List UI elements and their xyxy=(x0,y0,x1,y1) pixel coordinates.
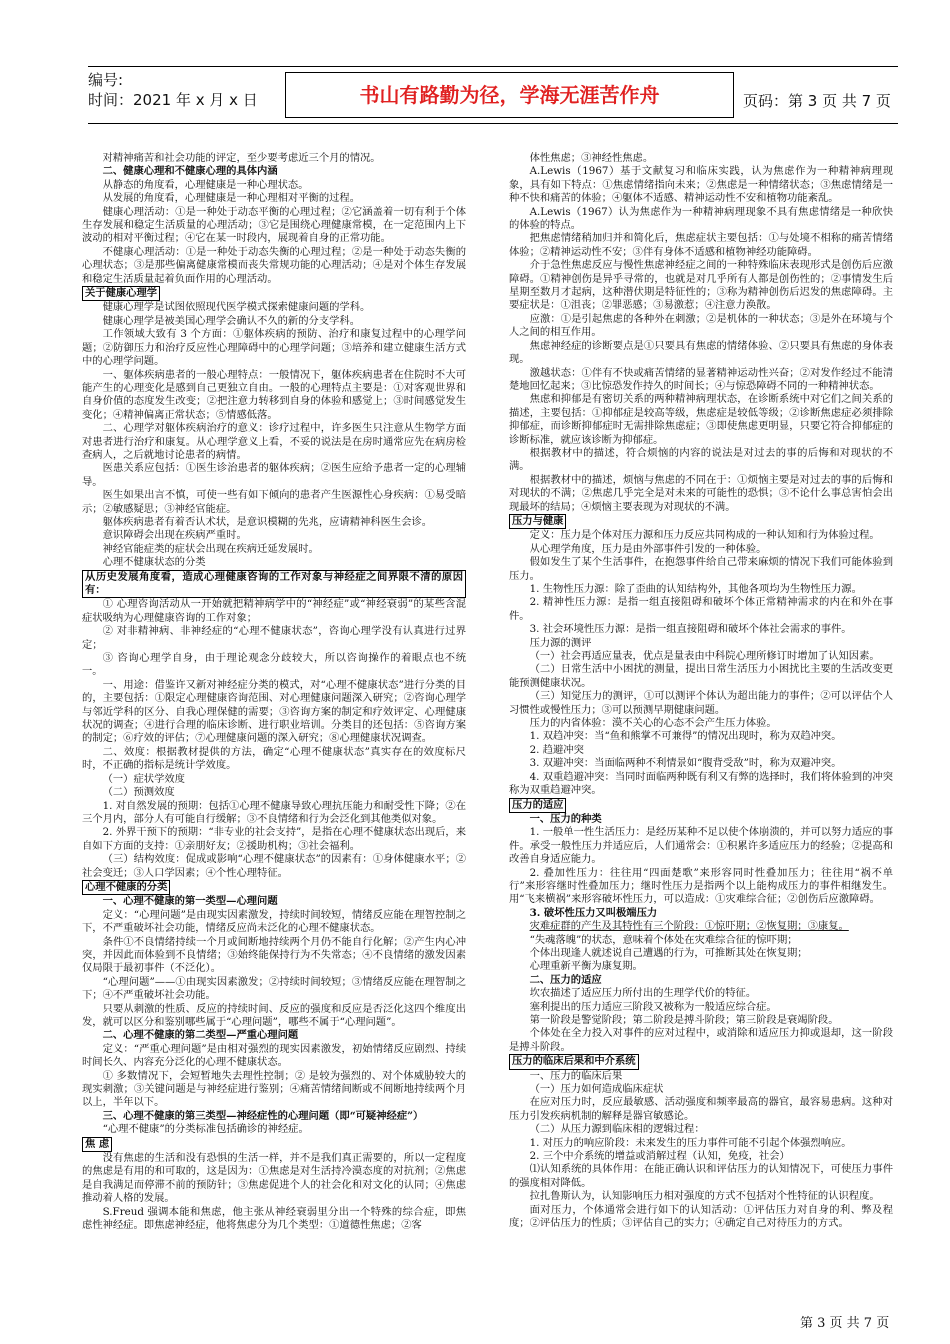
page-footer: 第 3 页 共 7 页 xyxy=(800,1316,890,1331)
left-paragraph: 一、心理不健康的第一类型—心理问题 xyxy=(102,895,278,908)
left-paragraph: （三）结构效度：促成或影响“心理不健康状态”的因素有：①身体健康水平；②社会变迁；③人口学因素；④个性心理特征。 xyxy=(82,853,466,879)
left-paragraph: “心理问题”——①由现实因素激发；②持续时间较短；③情绪反应能在理智制之下；④不严重破坏社会功能。 xyxy=(82,975,466,1002)
left-paragraph: ① 多数情况下，会短暂地失去理性控制；② 是较为强烈的、对个体威胁较大的现实刺激；③关键问题是与神经症进行鉴别；④痛苦情绪间断或不间断地持续两个月以上，半年以下。 xyxy=(82,1069,466,1109)
right-paragraph: （二）从压力源到临床相的逻辑过程： xyxy=(529,1123,705,1136)
left-paragraph: 医患关系应包括：①医生诊治患者的躯体疾病；②医生应给予患者一定的心理辅导。 xyxy=(82,462,466,488)
left-paragraph: “心理不健康”的分类标准包括确诊的神经症。 xyxy=(102,1123,309,1136)
right-paragraph: （二）日常生活中小困扰的测量，提出日常生活压力小困扰比主要的生活改变更能预测健康状况。 xyxy=(509,663,893,689)
left-paragraph: 医生如果出言不慎，可使一些有如下倾向的患者产生医源性心身疾病：①易受暗示；②敏感疑思；③神经官能症。 xyxy=(82,489,466,515)
left-paragraph: 定义：“严重心理问题”是由相对强烈的现实因素激发，初始情绪反应剧烈、持续时间长久、内容充分泛化的心理不健康状态。 xyxy=(82,1042,466,1069)
right-paragraph: 把焦虑情绪稍加归并和简化后，焦虑症状主要包括：①与处境不相称的痛苦情绪体验；②精神运动性不安；③伴有身体不适感和植物神经功能障碍。 xyxy=(509,232,893,258)
left-paragraph: 二、心理学对躯体疾病治疗的意义：诊疗过程中，许多医生只注意从生物学方面对患者进行治疗和康复。从心理学意义上看，不妥的说法是在房时通常应先在病房检查病人，之后就地讨论患者的病情。 xyxy=(82,422,466,461)
right-paragraph: 1. 双趋冲突：当“鱼和熊掌不可兼得”的情况出现时，称为双趋冲突。 xyxy=(529,730,842,743)
right-paragraph: 激越状态：①伴有不快或痛苦情绪的显著精神运动性兴奋；②对发作经过不能清楚地回忆起来；③比惊恐发作持久的时间长；④与惊恐障碍不同的一种精神状态。 xyxy=(509,366,893,392)
left-paragraph: 2. 外界干预下的预期：“非专业的社会支持”，是指在心理不健康状态出现后，来自如下方面的支持：①亲朋好友；②援助机构；③社会福利。 xyxy=(82,826,466,852)
right-paragraph: 介于急性焦虑反应与慢性焦虑神经症之间的一种特殊临床表现形式是创伤后应激障碍。①精神创伤是异乎寻常的，也就是对几乎所有人都是创伤性的；②事情发生后星期至数月才起病，这种潜伏期是特征性的；③称为精神创伤后迟发的焦虑障碍。主要症状是：①沮丧；②罪恶感；③易激惹；④注意力涣散。 xyxy=(509,259,893,312)
right-paragraph: （一）压力如何造成临床症状 xyxy=(529,1083,664,1096)
right-paragraph: 压力的内省体验：漠不关心的心态不会产生压力体验。 xyxy=(529,717,777,730)
right-paragraph: 假如发生了某个生活事件，在抱怨事件给自己带来麻烦的情况下我们可能体验到压力。 xyxy=(509,556,893,582)
left-paragraph: 工作领域大致有 3 个方面：①躯体疾病的预防、治疗和康复过程中的心理学问题；②防御压力和治疗反应性心理障碍中的心理学问题；③培养和建立健康生活方式中的心理学问题。 xyxy=(82,328,466,368)
section-heading: 压力的适应 xyxy=(509,798,566,813)
right-column xyxy=(509,152,893,1292)
right-paragraph: 一、压力的临床后果 xyxy=(529,1069,623,1082)
header-meta xyxy=(88,70,283,110)
left-paragraph: S.Freud 强调本能和焦虑，他主张从神经衰弱里分出一个特殊的综合症，即焦虑性神经症。即焦虑神经症，他将焦虑分为几个类型：①道德性焦虑；②客 xyxy=(82,1205,466,1232)
right-paragraph: 个体出现逢人就述说自己遭遇的行为，可推断其处在恢复期； xyxy=(529,946,808,959)
header-bottom-rule xyxy=(88,123,898,124)
right-paragraph: 3. 破坏性压力又叫极端压力 xyxy=(529,906,658,919)
right-paragraph: （三）知觉压力的测评，①可以测评个体认为超出能力的事件；②可以评估个人习惯性或慢性压力；③可以预测早期健康问题。 xyxy=(509,690,893,716)
serial-label: 编号: xyxy=(88,71,124,89)
right-paragraph: “失魂落魄”的状态，意味着个体处在灾难综合征的惊吓期； xyxy=(529,933,798,946)
section-heading: 关于健康心理学 xyxy=(82,286,160,301)
right-paragraph: 心理重新平衡为康复期。 xyxy=(529,960,643,973)
left-paragraph: 神经官能症类的症状会出现在疾病迁延发展时。 xyxy=(102,542,319,555)
right-paragraph: 2. 三个中介系统的增益或消解过程（认知，免疫，社会） xyxy=(529,1150,790,1163)
right-paragraph: 压力源的测评 xyxy=(529,636,592,649)
right-paragraph: ⑴认知系统的具体作用：在能正确认识和评估压力的认知情况下，可使压力事件的强度相对降低。 xyxy=(509,1163,893,1189)
right-paragraph: A.Lewis（1967）基于文献复习和临床实践，认为焦虑作为一种精神病理现象，具有如下特点：①焦虑情绪指向未来；②焦虑是一种情绪状态；③焦虑情绪是一种不快和痛苦的体验；④躯体不适感、精神运动性不安和植物功能紊乱。 xyxy=(509,165,893,205)
right-paragraph: 2. 精神性压力源：是指一组直接阻碍和破坏个体正常精神需求的内在和外在事件。 xyxy=(509,596,893,622)
left-paragraph: （二）预测效度 xyxy=(102,786,175,799)
right-paragraph: 第一阶段是警觉阶段；第二阶段是搏斗阶段；第三阶段是衰竭阶段。 xyxy=(529,1014,839,1026)
header-page-number: 页码：第 3 页 共 7 页 xyxy=(743,92,891,110)
section-heading: 压力的临床后果和中介系统 xyxy=(509,1054,639,1069)
right-paragraph xyxy=(509,514,893,529)
right-paragraph: 根据教材中的描述，符合烦恼的内容的说法是对过去的事的后悔和对现状的不满。 xyxy=(509,446,893,473)
right-paragraph: 在应对压力时，反应最敏感、活动强度和频率最高的器官，最容易患病。这种对压力引发疾病机制的解释是器官敏感论。 xyxy=(509,1096,893,1122)
left-paragraph xyxy=(82,570,466,599)
header-motto: 书山有路勤为径，学海无涯苦作舟 xyxy=(285,72,734,118)
left-paragraph: 从静态的角度看，心理健康是一种心理状态。 xyxy=(102,178,309,191)
right-paragraph: 面对压力，个体通常会进行如下的认知活动：①评估压力对自身的利、弊及程度；②评估压力的性质；③评估自己的实力；④确定自己对待压力的方式。 xyxy=(509,1203,893,1230)
left-paragraph: 健康心理学是被美国心理学会确认不久的新的分支学科。 xyxy=(102,314,361,327)
section-heading: 焦 虑 xyxy=(82,1137,112,1152)
left-paragraph: 二、心理不健康的第二类型—严重心理问题 xyxy=(102,1029,299,1042)
right-paragraph: 个体处在全力投入对事件的应对过程中，或消除和适应压力抑或退却，这一阶段是搏斗阶段。 xyxy=(509,1027,893,1053)
header-top-rule xyxy=(88,66,898,67)
right-paragraph: 3. 双避冲突：当面临两种不利情景如“腹背受敌”时，称为双避冲突。 xyxy=(529,757,842,770)
right-paragraph: 4. 双重趋避冲突：当同时面临两种既有利又有弊的选择时，我们将体验到的冲突称为双重趋避冲突。 xyxy=(509,770,893,797)
left-paragraph: ② 对非精神病、非神经症的“心理不健康状态”，咨询心理学没有认真进行过界定； xyxy=(82,625,466,651)
left-paragraph: 健康心理活动：①是一种处于动态平衡的心理过程；②它涵盖着一切有利于个体生存发展和稳定生活质量的心理活动；③它是围绕心理健康常模，在一定范围内上下波动的相对平衡过程；④它在某一时段内，展现着自身的正常功能。 xyxy=(82,205,466,245)
left-paragraph xyxy=(82,286,466,301)
left-paragraph: 从发展的角度看，心理健康是一种心理相对平衡的过程。 xyxy=(102,192,361,205)
right-paragraph: 焦虑和抑郁是有密切关系的两种精神病理状态，在诊断系统中对它们之间关系的描述，主要包括：①抑郁症是较高等级，焦虑症是较低等级；②诊断焦虑症必须排除抑郁症，而诊断抑郁症时无需排除焦虑症；③即使焦虑更明显，只要它符合抑郁症的诊断标准，就应该诊断为抑郁症。 xyxy=(509,393,893,446)
left-paragraph: ③ 咨询心理学自身，由于理论观念分歧较大，所以咨询操作的着眼点也不统一。 xyxy=(82,652,466,678)
right-paragraph: 拉扎鲁斯认为，认知影响压力相对强度的方式不包括对个性特征的认识程度。 xyxy=(529,1190,880,1203)
right-paragraph: 1. 生物性压力源：除了歪曲的认知结构外，其他各项均为生物性压力源。 xyxy=(529,583,862,595)
left-paragraph: 心理不健康状态的分类 xyxy=(102,556,206,569)
right-paragraph: 3. 社会环境性压力源：是指一组直接阻碍和破坏个体社会需求的事件。 xyxy=(529,623,852,636)
left-paragraph xyxy=(82,880,466,895)
right-paragraph: 二、压力的适应 xyxy=(529,973,602,986)
left-paragraph: 不健康心理活动：①是一种处于动态失衡的心理过程；②是一种处于动态失衡的心理状态；③是那些偏离健康常模而丧失常规功能的心理活动；④是对个体生存发展和稳定生活质量起着负面作用的心理活动。 xyxy=(82,245,466,285)
time-label: 时间：2021 年 x 月 x 日 xyxy=(88,91,258,109)
left-column xyxy=(82,152,466,1292)
left-paragraph: 一、躯体疾病患者的一般心理特点：一般情况下，躯体疾病患者在住院时不大可能产生的心理变化是感到自己更独立自由。一般的心理特点主要是：①对客观世界和自身价值的态度发生改变；②把注意力转移到自身的体验和感觉上；③时间感觉发生变化；④精神偏离正常状态；⑤情感低落。 xyxy=(82,368,466,421)
left-paragraph: 对精神痛苦和社会功能的评定，至少要考虑近三个月的情况。 xyxy=(102,152,381,164)
left-paragraph: 二、效度：根据教材提供的方法，确定“心理不健康状态”真实存在的效度标尺时，不正确的指标是统计学效度。 xyxy=(82,745,466,772)
right-paragraph: 从心理学角度，压力是由外部事件引发的一种体验。 xyxy=(529,542,767,555)
left-paragraph: 意识障碍会出现在疾病严重时。 xyxy=(102,529,247,542)
right-paragraph: 定义：压力是个体对压力源和压力反应共同构成的一种认知和行为体验过程。 xyxy=(529,529,880,542)
right-paragraph: 根据教材中的描述，烦恼与焦虑的不同在于：①烦恼主要是对过去的事的后悔和对现状的不满；②焦虑几乎完全是对未来的可能性的恐惧；③不论什么事总害怕会出现最坏的结局；④烦恼主要表现为对现状的不满。 xyxy=(509,473,893,513)
section-heading: 从历史发展角度看，造成心理健康咨询的工作对象与神经症之间界限不清的原因有： xyxy=(82,570,466,599)
left-paragraph: 二、健康心理和不健康心理的具体内涵 xyxy=(102,165,278,178)
right-paragraph: 2. 趋避冲突 xyxy=(529,743,584,756)
right-paragraph: 1. 对压力的响应阶段：未来发生的压力事件可能不引起个体强烈响应。 xyxy=(529,1136,852,1149)
right-paragraph: A.Lewis（1967）认为焦虑作为一种精神病理现象不具有焦虑情绪是一种欣快的体验的特点。 xyxy=(509,205,893,232)
right-paragraph xyxy=(509,798,893,813)
right-paragraph xyxy=(509,1054,893,1069)
left-paragraph: 三、心理不健康的第三类型—神经症性的心理问题（即“可疑神经症”） xyxy=(102,1109,424,1122)
right-paragraph: 坎农描述了适应压力所付出的生理学代价的特征。 xyxy=(529,987,757,1000)
right-paragraph: 一、压力的种类 xyxy=(529,812,602,825)
left-paragraph: 只要从刺激的性质、反应的持续时间、反应的强度和反应是否泛化这四个维度出发，就可以区分和鉴别哪些属于“心理问题”，哪些不属于“心理问题”。 xyxy=(82,1002,466,1028)
left-paragraph: 躯体疾病患者有着否认术状，是意识模糊的先兆，应请精神科医生会诊。 xyxy=(102,515,433,528)
section-heading: 心理不健康的分类 xyxy=(82,880,170,895)
right-paragraph: 1. 一般单一性生活压力：是经历某种不足以使个体崩溃的，并可以努力适应的事件。承受一般性压力并适应后，人们通常会：①积累许多适应压力的经验；②提高和改善自身适应能力。 xyxy=(509,826,893,866)
right-paragraph: 应激：①是引起焦虑的各种外在刺激；②是机体的一种状态；③是外在环境与个人之间的相互作用。 xyxy=(509,312,893,339)
left-paragraph: 没有焦虑的生活和没有恐惧的生活一样，并不是我们真正需要的，所以一定程度的焦虑是有用的和可取的，这是因为：①焦虑是对生活持冷漠态度的对抗剂；②焦虑是自我满足而停滞不前的预防针；③焦虑促进个人的社会化和对文化的认同；④焦虑推动着人格的发展。 xyxy=(82,1152,466,1205)
left-paragraph: （一）症状学效度 xyxy=(102,772,185,785)
left-paragraph: 定义：“心理问题”是由现实因素激发，持续时间较短，情绪反应能在理智控制之下，不严重破坏社会功能，情绪反应尚未泛化的心理不健康状态。 xyxy=(82,908,466,935)
right-paragraph: 2. 叠加性压力：往往用“四面楚歌”来形容同时性叠加压力；往往用“祸不单行”来形容继时性叠加压力；继时性压力是指两个以上能构成压力的事件相继发生。用“飞来横祸”来形容破坏性压力，可以造成：①灾难综合征；②创伤后应激障碍。 xyxy=(509,866,893,906)
left-paragraph: 一、用途：借鉴许又新对神经症分类的模式，对“心理不健康状态”进行分类的目的，主要包括：①限定心理健康咨询范围、对心理健康问题深入研究；②咨询心理学与邻近学科的区分、自我心理保健的需要；③咨询方案的制定和疗效评定、心理健康状况的调查；④进行合理的临床诊断、进行职业培训。分类目的还包括：⑤咨询方案的制定；⑥疗效的评估；⑦心理健康问题的深入研究；⑧心理健康状况调查。 xyxy=(82,678,466,745)
section-heading: 压力与健康 xyxy=(509,514,566,529)
right-paragraph: 塞利提出的压力适应三阶段又被称为一般适应综合症。 xyxy=(529,1000,777,1013)
right-paragraph: 焦虑神经症的诊断要点是①只要具有焦虑的情绪体验、②只要具有焦虑的身体表现。 xyxy=(509,339,893,366)
left-paragraph: 条件①不良情绪持续一个月或间断地持续两个月仍不能自行化解；②产生内心冲突，并因此而体验到不良情绪；③始终能保持行为不失常态；④不良情绪的激发因素仅局限于最初事件（不泛化）。 xyxy=(82,935,466,975)
right-paragraph: （一）社会再适应量表，优点是量表由中科院心理所修订时增加了认知因素。 xyxy=(529,650,880,663)
left-paragraph: ① 心理咨询活动从一开始就把精神病学中的“神经症”或“神经衰弱”的某些含混症状吸纳为心理健康咨询的工作对象； xyxy=(82,598,466,624)
left-paragraph: 健康心理学是试图依照现代医学模式探索健康问题的学科。 xyxy=(102,301,371,314)
right-paragraph: 体性焦虑；③神经性焦虑。 xyxy=(529,152,654,164)
page-header xyxy=(88,66,898,124)
right-paragraph: 灾难症群的产生及其特性有三个阶段：①惊吓期；②恢复期；③康复。 xyxy=(529,920,849,933)
left-paragraph: 1. 对自然发展的预期：包括①心理不健康导致心理抗压能力和耐受性下降；②在三个月内，部分人有可能自行缓解；③不良情绪和行为会泛化到其他类似对象。 xyxy=(82,799,466,825)
left-paragraph xyxy=(82,1137,466,1152)
